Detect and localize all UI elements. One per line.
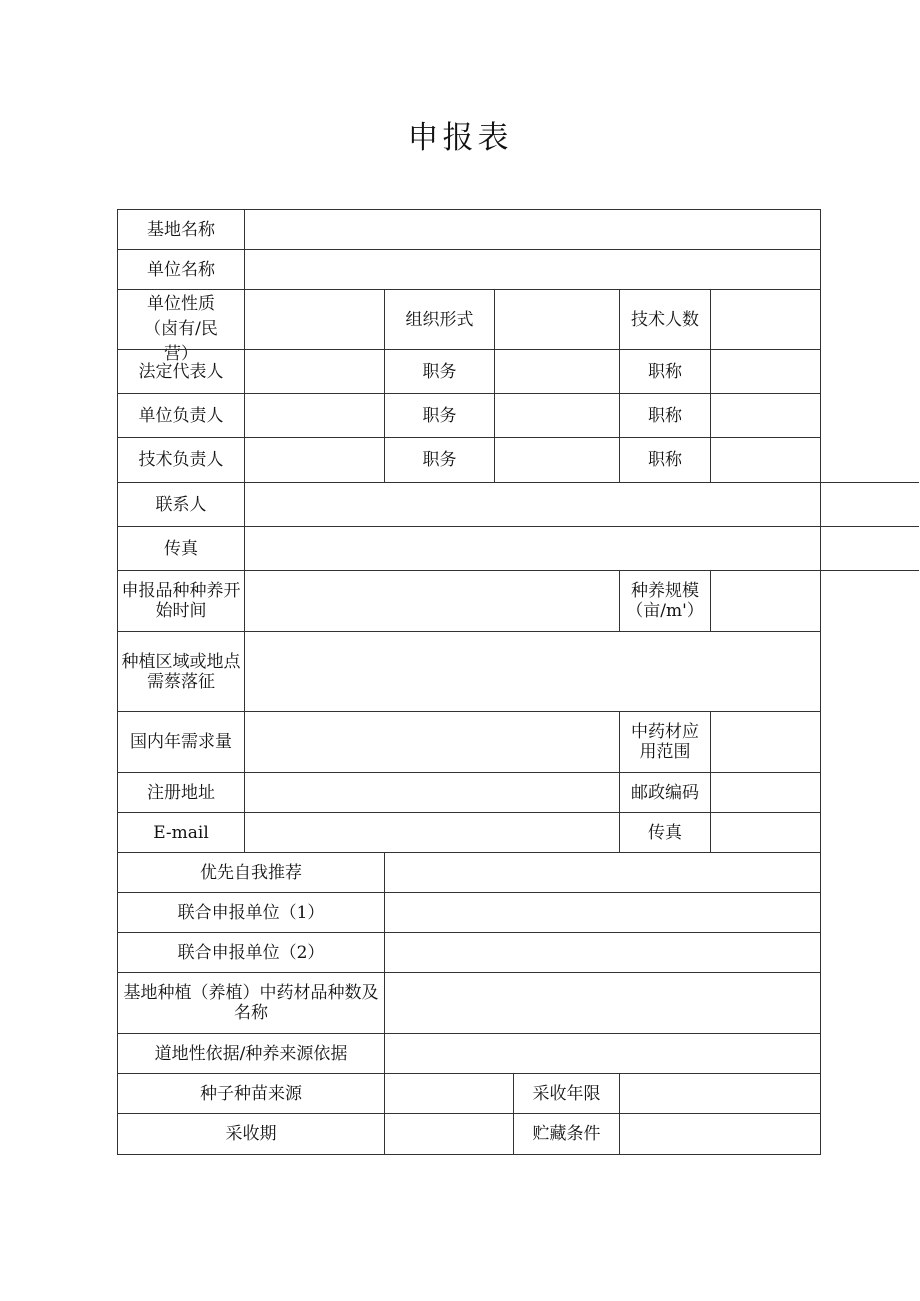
label-legal-rep-title: 职称 <box>619 349 711 394</box>
joint-unit-1-field[interactable] <box>384 892 821 933</box>
label-variety-start-time-text: 申报品种种养开始时间 <box>121 581 241 621</box>
org-form-field[interactable] <box>494 289 620 350</box>
label-planting-area-text: 种植区域或地点需蔡落征 <box>121 651 241 692</box>
label-legal-rep: 法定代表人 <box>117 349 245 394</box>
postcode-field[interactable] <box>710 772 821 813</box>
harvest-period-field[interactable] <box>384 1113 514 1155</box>
tech-head-duty-field[interactable] <box>494 437 620 483</box>
label-legal-rep-duty: 职务 <box>384 349 495 394</box>
tech-head-field[interactable] <box>244 437 385 483</box>
label-scale-text: 种养规模（亩/m'） <box>626 581 704 621</box>
label-variety-start-time <box>117 570 245 632</box>
label-unit-nature-text: 单位性质（卤有/民营） <box>144 294 218 364</box>
label-authenticity-basis: 道地性依据/种养来源依据 <box>117 1033 385 1074</box>
label-variety-count <box>117 972 385 1034</box>
label-unit-head-title: 职称 <box>619 393 711 438</box>
domestic-demand-field[interactable] <box>244 711 620 773</box>
label-tcm-scope <box>619 711 711 773</box>
variety-start-time-field[interactable] <box>244 570 620 632</box>
tcm-scope-field[interactable] <box>710 711 821 773</box>
label-unit-head-duty: 职务 <box>384 393 495 438</box>
label-fax: 传真 <box>117 526 245 571</box>
harvest-years-field[interactable] <box>619 1073 821 1114</box>
label-base-name: 基地名称 <box>117 209 245 250</box>
tech-head-title-field[interactable] <box>710 437 821 483</box>
legal-rep-field[interactable] <box>244 349 385 394</box>
unit-nature-field[interactable] <box>244 289 385 350</box>
label-unit-nature <box>117 289 245 364</box>
unit-name-field[interactable] <box>244 249 821 290</box>
label-joint-unit-1: 联合申报单位（1） <box>117 892 385 933</box>
authenticity-basis-field[interactable] <box>384 1033 821 1074</box>
label-unit-head: 单位负责人 <box>117 393 245 438</box>
base-name-field[interactable] <box>244 209 821 250</box>
variety-count-field[interactable] <box>384 972 821 1034</box>
label-fax-2: 传真 <box>619 812 711 853</box>
label-tcm-scope-text: 中药材应用范围 <box>631 722 699 762</box>
unit-head-duty-field[interactable] <box>494 393 620 438</box>
self-recommend-field[interactable] <box>384 852 821 893</box>
email-field[interactable] <box>244 812 620 853</box>
label-unit-name: 单位名称 <box>117 249 245 290</box>
label-org-form: 组织形式 <box>384 289 495 350</box>
scale-field[interactable] <box>710 570 821 632</box>
legal-rep-title-field[interactable] <box>710 349 821 394</box>
fax-field[interactable] <box>244 526 821 571</box>
label-planting-area <box>117 631 245 712</box>
legal-rep-duty-field[interactable] <box>494 349 620 394</box>
seed-source-field[interactable] <box>384 1073 514 1114</box>
page-title: 申报表 <box>407 120 513 156</box>
label-tech-head: 技术负责人 <box>117 437 245 483</box>
label-email: E-mail <box>117 812 245 853</box>
label-contact: 联系人 <box>117 482 245 527</box>
storage-field[interactable] <box>619 1113 821 1155</box>
label-tech-head-duty: 职务 <box>384 437 495 483</box>
label-reg-address: 注册地址 <box>117 772 245 813</box>
label-seed-source: 种子种苗来源 <box>117 1073 385 1114</box>
tech-staff-count-field[interactable] <box>710 289 821 350</box>
unit-head-field[interactable] <box>244 393 385 438</box>
reg-address-field[interactable] <box>244 772 620 813</box>
label-domestic-demand: 国内年需求量 <box>117 711 245 773</box>
label-tech-staff-count: 技术人数 <box>619 289 711 350</box>
fax-extra-field[interactable] <box>820 526 919 571</box>
label-storage: 贮藏条件 <box>513 1113 620 1155</box>
joint-unit-2-field[interactable] <box>384 932 821 973</box>
label-scale <box>619 570 711 632</box>
label-harvest-years: 采收年限 <box>513 1073 620 1114</box>
label-postcode: 邮政编码 <box>619 772 711 813</box>
label-joint-unit-2: 联合申报单位（2） <box>117 932 385 973</box>
contact-field[interactable] <box>244 482 821 527</box>
label-variety-count-text: 基地种植（养植）中药材品种数及名称 <box>123 983 379 1023</box>
unit-head-title-field[interactable] <box>710 393 821 438</box>
label-tech-head-title: 职称 <box>619 437 711 483</box>
fax-2-field[interactable] <box>710 812 821 853</box>
label-self-recommend: 优先自我推荐 <box>117 852 385 893</box>
contact-extra-field[interactable] <box>820 482 919 527</box>
planting-area-field[interactable] <box>244 631 821 712</box>
label-harvest-period: 采收期 <box>117 1113 385 1155</box>
